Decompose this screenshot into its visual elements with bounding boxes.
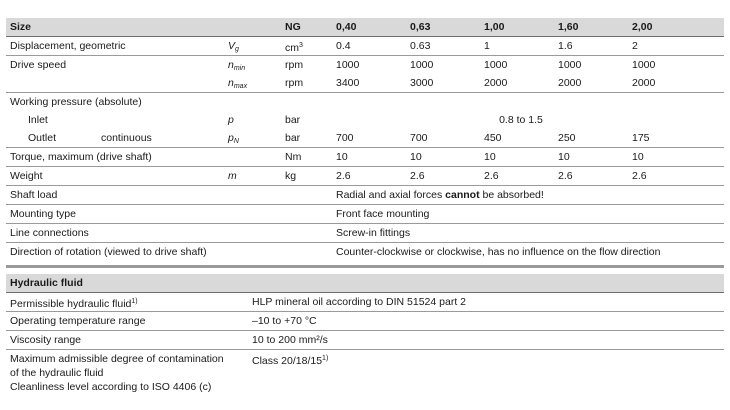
torque-label: Torque, maximum (drive shaft) xyxy=(10,151,152,163)
torque-value: 10 xyxy=(558,151,570,163)
size-header-label: Size xyxy=(10,21,32,33)
torque-row xyxy=(6,148,724,167)
outlet-row xyxy=(6,129,724,148)
shaft-load-label: Shaft load xyxy=(10,189,58,201)
contamination-row xyxy=(6,350,724,396)
size-header-row xyxy=(6,18,724,37)
contamination-label-line: of the hydraulic fluid xyxy=(10,367,104,379)
rotation-value: Counter-clockwise or clockwise, has no influence on the flow direction xyxy=(336,246,661,258)
drive-speed-min-value: 1000 xyxy=(558,59,582,71)
drive-speed-min-unit: rpm xyxy=(285,59,304,71)
drive-speed-min-value: 1000 xyxy=(632,59,656,71)
outlet-symbol: $p_N$ xyxy=(228,132,239,145)
temperature-label: Operating temperature range xyxy=(10,315,146,327)
drive-speed-min-value: 1000 xyxy=(484,59,508,71)
torque-value: 10 xyxy=(484,151,496,163)
permissible-fluid-label: Permissible hydraulic fluid$^{1)}$ xyxy=(10,298,138,310)
temperature-value: –10 to +70 °C xyxy=(252,315,317,327)
drive-speed-max-row xyxy=(6,74,724,93)
outlet-value: 450 xyxy=(484,132,502,144)
line-connections-row xyxy=(6,224,724,243)
viscosity-row xyxy=(6,331,724,350)
fluid-header-label: Hydraulic fluid xyxy=(10,277,83,289)
drive-speed-min-symbol: $n_{min}$ xyxy=(228,59,246,72)
displacement-value: 0.4 xyxy=(336,40,351,52)
drive-speed-max-unit: rpm xyxy=(285,77,304,89)
displacement-label: Displacement, geometric xyxy=(10,40,126,52)
weight-value: 2.6 xyxy=(558,170,573,182)
torque-value: 10 xyxy=(632,151,644,163)
size-header-unit: NG xyxy=(285,21,301,33)
size-header-value: 0,40 xyxy=(336,21,357,33)
inlet-unit: bar xyxy=(285,114,301,126)
drive-speed-max-value: 2000 xyxy=(558,77,582,89)
inlet-symbol: p xyxy=(228,114,234,126)
inlet-label: Inlet xyxy=(28,114,48,126)
outlet-value: 175 xyxy=(632,132,650,144)
outlet-unit: bar xyxy=(285,132,301,144)
weight-unit: kg xyxy=(285,170,297,182)
spec-sheet xyxy=(6,18,724,396)
displacement-value: 1.6 xyxy=(558,40,573,52)
shaft-load-value: Radial and axial forces cannot be absorbed! xyxy=(336,189,544,201)
temperature-row xyxy=(6,312,724,331)
shaft-load-row xyxy=(6,186,724,205)
mounting-row xyxy=(6,205,724,224)
rotation-label: Direction of rotation (viewed to drive shaft) xyxy=(10,246,207,258)
displacement-unit: $cm^3$ xyxy=(285,42,303,54)
displacement-value: 1 xyxy=(484,40,490,52)
rotation-row xyxy=(6,243,724,268)
mounting-value: Front face mounting xyxy=(336,208,430,220)
drive-speed-max-value: 3000 xyxy=(410,77,434,89)
cleanliness-label: Cleanliness level according to ISO 4406 (c) xyxy=(10,381,212,393)
working-pressure-label: Working pressure (absolute) xyxy=(10,96,142,108)
drive-speed-max-value: 2000 xyxy=(632,77,656,89)
viscosity-value: 10 to 200 mm²/s xyxy=(252,334,328,346)
size-header-value: 1,00 xyxy=(484,21,505,33)
weight-value: 2.6 xyxy=(336,170,351,182)
weight-row xyxy=(6,167,724,186)
fluid-header-row xyxy=(6,274,724,293)
permissible-fluid-row xyxy=(6,293,724,312)
weight-label: Weight xyxy=(10,170,43,182)
displacement-value: 0.63 xyxy=(410,40,431,52)
outlet-value: 250 xyxy=(558,132,576,144)
outlet-label: Outlet xyxy=(28,132,57,144)
line-connections-value: Screw-in fittings xyxy=(336,227,411,239)
drive-speed-min-row xyxy=(6,56,724,74)
inlet-row xyxy=(6,111,724,129)
size-header-value: 2,00 xyxy=(632,21,653,33)
drive-speed-label: Drive speed xyxy=(10,59,67,71)
drive-speed-min-value: 1000 xyxy=(336,59,360,71)
contamination-label xyxy=(10,352,224,394)
displacement-symbol: $V_g$ xyxy=(228,40,239,53)
contamination-label-line: Maximum admissible degree of contamination xyxy=(10,353,224,365)
inlet-value: 0.8 to 1.5 xyxy=(499,114,543,126)
drive-speed-max-value: 3400 xyxy=(336,77,360,89)
weight-value: 2.6 xyxy=(484,170,499,182)
torque-unit: Nm xyxy=(285,151,302,163)
viscosity-label: Viscosity range xyxy=(10,334,82,346)
contamination-value: Class 20/18/15$^{1)}$ xyxy=(252,355,329,367)
line-connections-label: Line connections xyxy=(10,227,89,239)
permissible-fluid-value: HLP mineral oil according to DIN 51524 part 2 xyxy=(252,296,467,308)
drive-speed-max-symbol: $n_{max}$ xyxy=(228,77,248,90)
weight-value: 2.6 xyxy=(410,170,425,182)
weight-value: 2.6 xyxy=(632,170,647,182)
outlet-value: 700 xyxy=(336,132,354,144)
mounting-label: Mounting type xyxy=(10,208,76,220)
size-header-value: 1,60 xyxy=(558,21,579,33)
weight-symbol: m xyxy=(228,170,237,182)
drive-speed-max-value: 2000 xyxy=(484,77,508,89)
torque-value: 10 xyxy=(336,151,348,163)
torque-value: 10 xyxy=(410,151,422,163)
displacement-row xyxy=(6,37,724,56)
outlet-value: 700 xyxy=(410,132,428,144)
size-header-value: 0,63 xyxy=(410,21,431,33)
working-pressure-row xyxy=(6,93,724,111)
drive-speed-min-value: 1000 xyxy=(410,59,434,71)
displacement-value: 2 xyxy=(632,40,638,52)
outlet-sublabel: continuous xyxy=(101,132,152,144)
